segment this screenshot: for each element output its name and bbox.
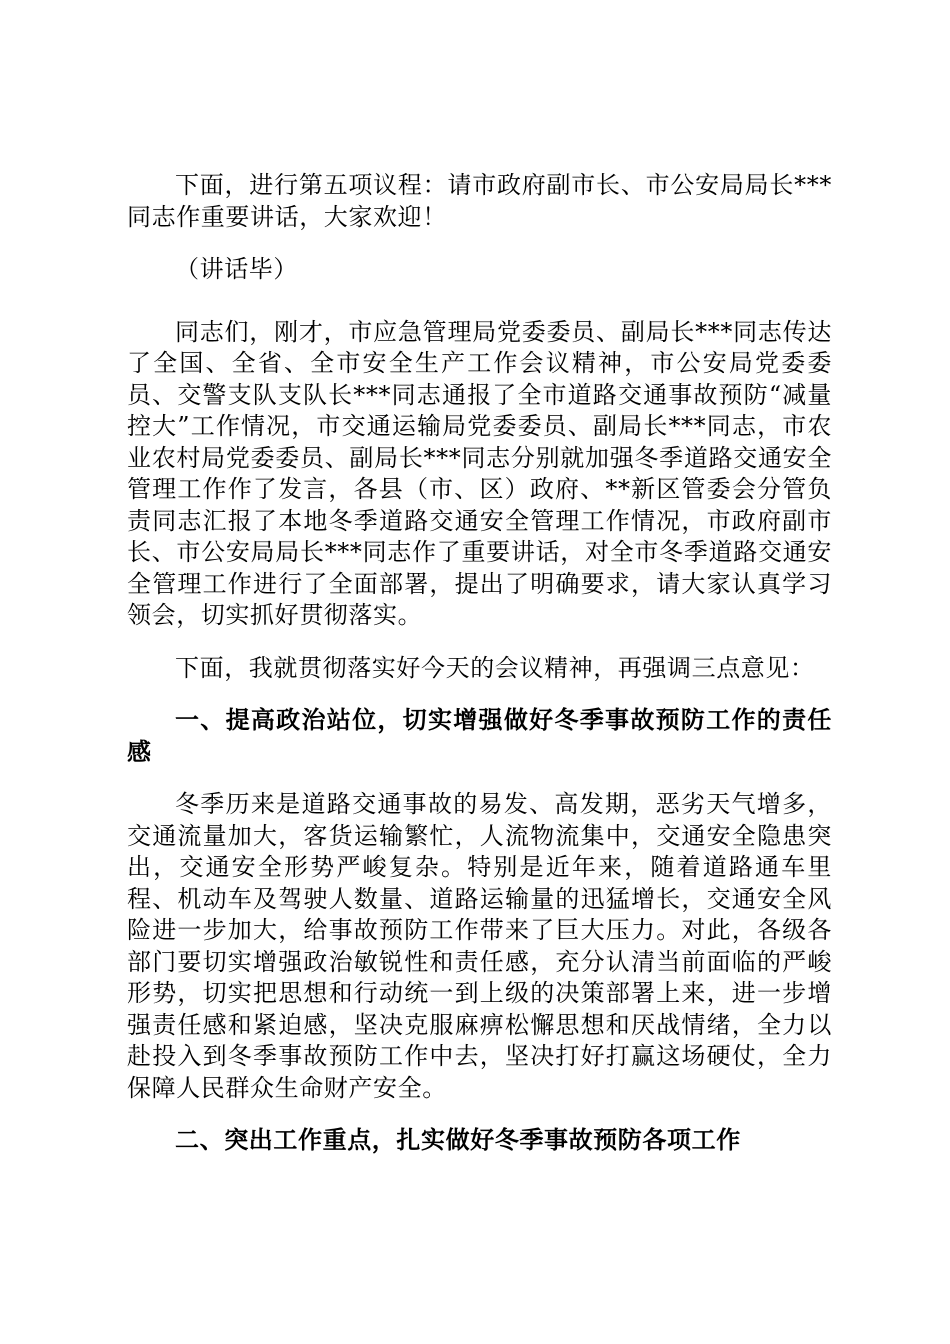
section-heading-1: 一、提高政治站位，切实增强做好冬季事故预防工作的责任感: [127, 706, 832, 766]
document-body: [127, 170, 832, 1178]
section-1-body: 冬季历来是道路交通事故的易发、高发期，恶劣天气增多，交通流量加大，客货运输繁忙，人流物流集中，交通安全隐患突出，交通安全形势严峻复杂。特别是近年来，随着道路通车里程、机动车及驾驶人数量、道路运输量的迅猛增长，交通安全风险进一步加大，给事故预防工作带来了巨大压力。对此，各级各部门要切实增强政治敏锐性和责任感，充分认清当前面临的严峻形势，切实把思想和行动统一到上级的决策部署上来，进一步增强责任感和紧迫感，坚决克服麻痹松懈思想和厌战情绪，全力以赴投入到冬季事故预防工作中去，坚决打好打赢这场硬仗，全力保障人民群众生命财产安全。: [127, 790, 832, 1102]
speech-end-note: （讲话毕）: [175, 255, 298, 283]
section-heading-2: 二、突出工作重点，扎实做好冬季事故预防各项工作: [175, 1126, 741, 1154]
summary-paragraph: 同志们，刚才，市应急管理局党委委员、副局长***同志传达了全国、全省、全市安全生产工作会议精神，市公安局党委委员、交警支队支队长***同志通报了全市道路交通事故预防“减量控大”工作情况，市交通运输局党委委员、副局长***同志，市农业农村局党委委员、副局长***同志分别就加强冬季道路交通安全管理工作作了发言，各县（市、区）政府、**新区管委会分管负责同志汇报了本地冬季道路交通安全管理工作情况，市政府副市长、市公安局局长***同志作了重要讲话，对全市冬季道路交通安全管理工作进行了全面部署，提出了明确要求，请大家认真学习领会，切实抓好贯彻落实。: [127, 317, 832, 629]
transition-paragraph: 下面，我就贯彻落实好今天的会议精神，再强调三点意见：: [175, 653, 815, 682]
agenda-paragraph: 下面，进行第五项议程：请市政府副市长、市公安局局长***同志作重要讲话，大家欢迎！: [127, 171, 832, 231]
